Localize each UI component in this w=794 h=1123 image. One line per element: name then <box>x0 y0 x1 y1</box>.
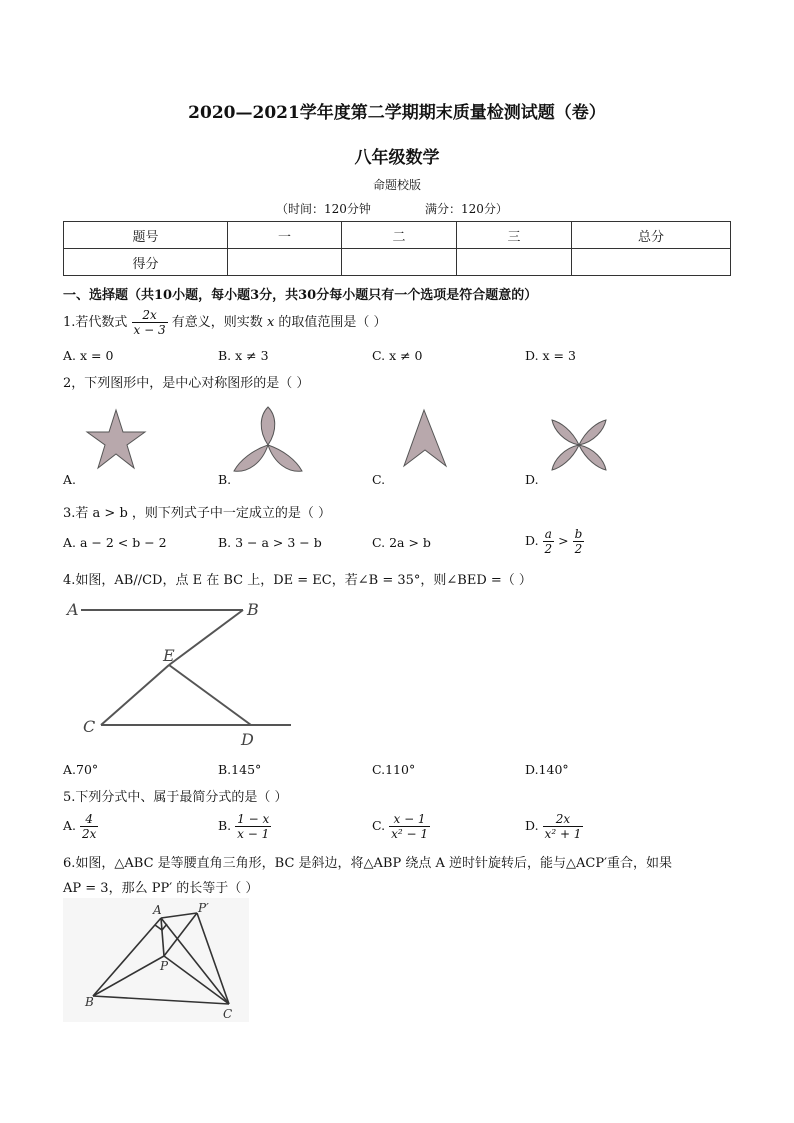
question-6-line-2: AP = 3，那么 PP′ 的长等于（ ） <box>63 881 259 896</box>
score-input-cell[interactable] <box>342 249 457 276</box>
q5-c-denominator: x² − 1 <box>391 827 428 841</box>
edition-note: 命题校版 <box>372 178 421 192</box>
q3-d-fraction-left <box>543 527 555 556</box>
label-a: A <box>67 600 79 619</box>
question-1 <box>63 303 387 343</box>
q3-d-denominator-right: 2 <box>574 542 583 556</box>
label-d: D <box>241 730 254 749</box>
q1-text-post2: 的取值范围是（ ） <box>278 315 387 330</box>
table-cell: 总分 <box>572 222 731 249</box>
q2-option-a[interactable]: A. <box>63 472 77 487</box>
q5-a-denominator: 2x <box>82 827 97 841</box>
star-shape <box>87 410 145 468</box>
line-ed <box>169 665 251 725</box>
line-be <box>169 610 243 665</box>
label-b: B <box>247 600 259 619</box>
q3-d-operator: > <box>558 533 569 548</box>
exam-subject: 八年级数学 <box>354 148 440 168</box>
q5-a-numerator: 4 <box>80 812 98 827</box>
q5-c-fraction <box>389 812 430 841</box>
q1-option-c[interactable]: C. x ≠ 0 <box>372 348 423 363</box>
score-input-cell[interactable] <box>228 249 342 276</box>
label-a: A <box>153 903 162 917</box>
question-5: 5.下列分式中、属于最简分式的是（ ） <box>63 790 288 805</box>
q4-option-a[interactable]: A.70° <box>63 762 99 777</box>
q5-b-denominator: x − 1 <box>237 827 270 841</box>
question-3: 3.若 a > b ，则下列式子中一定成立的是（ ） <box>63 506 332 521</box>
table-cell: 题号 <box>64 222 228 249</box>
q5-option-c[interactable] <box>372 806 430 846</box>
label-e: E <box>163 646 175 665</box>
q5-b-fraction <box>235 812 271 841</box>
score-table-score-row <box>64 249 731 276</box>
q4-option-c[interactable]: C.110° <box>372 762 416 777</box>
arrowhead-figure <box>400 408 450 470</box>
q5-option-a-label: A. <box>63 818 77 833</box>
label-c: C <box>223 1007 233 1021</box>
score-table-header-row <box>64 222 731 249</box>
label-p-prime: P′ <box>198 901 209 915</box>
q5-option-c-label: C. <box>372 818 386 833</box>
question-6-line-1: 6.如图，△ABC 是等腰直角三角形，BC 是斜边，将△ABP 绕点 A 逆时针旋转后，能与△ACP′重合，如果 <box>63 856 673 871</box>
petal-shape <box>234 445 268 471</box>
q1-denominator: x − 3 <box>133 323 166 337</box>
question-2: 2，下列图形中，是中心对称图形的是（ ） <box>63 376 310 391</box>
label-p: P <box>160 959 169 973</box>
petal-shape <box>552 420 579 445</box>
q1-option-a[interactable]: A. x = 0 <box>63 348 114 363</box>
q4-option-b[interactable]: B.145° <box>218 762 262 777</box>
q5-d-numerator: 2x <box>543 812 584 827</box>
score-input-cell[interactable] <box>457 249 572 276</box>
label-b: B <box>85 995 94 1009</box>
table-cell: 三 <box>457 222 572 249</box>
four-petal-figure <box>548 414 610 476</box>
q5-d-fraction <box>543 812 584 841</box>
q3-d-numerator-right: b <box>574 527 583 541</box>
q3-option-d-label: D. <box>525 533 539 548</box>
score-table <box>63 221 731 276</box>
petal-shape <box>268 445 302 471</box>
q3-option-c[interactable]: C. 2a > b <box>372 535 431 550</box>
q1-fraction <box>132 308 168 337</box>
q1-option-d[interactable]: D. x = 3 <box>525 348 576 363</box>
table-cell: 得分 <box>64 249 228 276</box>
q5-option-b-label: B. <box>218 818 232 833</box>
q4-option-d[interactable]: D.140° <box>525 762 569 777</box>
score-input-cell[interactable] <box>572 249 731 276</box>
star-figure <box>85 405 147 475</box>
q1-numerator: 2x <box>132 308 168 323</box>
label-c: C <box>83 717 96 736</box>
q6-geometry-figure <box>63 898 249 1022</box>
table-cell: 一 <box>228 222 342 249</box>
q4-geometry-figure <box>63 595 303 755</box>
line-ec <box>101 665 169 725</box>
petal-shape <box>261 407 275 445</box>
arrowhead-shape <box>404 410 446 466</box>
q5-a-fraction <box>80 812 98 841</box>
petal-shape <box>552 445 579 470</box>
q2-option-b[interactable]: B. <box>218 472 232 487</box>
q5-option-a[interactable] <box>63 806 98 846</box>
table-cell: 二 <box>342 222 457 249</box>
q5-option-d-label: D. <box>525 818 539 833</box>
q2-option-d[interactable]: D. <box>525 472 539 487</box>
q3-option-d[interactable] <box>525 522 584 560</box>
question-4: 4.如图，AB//CD，点 E 在 BC 上，DE = EC，若∠B = 35°，则∠BED =（ ） <box>63 573 532 588</box>
q5-option-b[interactable] <box>218 806 271 846</box>
q3-option-b[interactable]: B. 3 − a > 3 − b <box>218 535 322 550</box>
q1-text-pre: 1.若代数式 <box>63 315 128 330</box>
q5-option-d[interactable] <box>525 806 583 846</box>
petal-shape <box>579 420 606 445</box>
q3-d-denominator-left: 2 <box>544 542 553 556</box>
q3-option-a[interactable]: A. a − 2 < b − 2 <box>63 535 167 550</box>
q3-d-numerator-left: a <box>543 527 555 542</box>
section-heading: 一、选择题（共10小题，每小题3分，共30分每小题只有一个选项是符合题意的） <box>63 288 538 303</box>
q1-text-post: 有意义，则实数 <box>171 315 263 330</box>
q3-d-fraction-right <box>573 527 585 556</box>
q5-d-denominator: x² + 1 <box>544 827 582 841</box>
exam-full-score: 满分：120分） <box>425 202 508 216</box>
q1-variable: x <box>266 315 275 330</box>
three-petal-figure <box>228 405 308 477</box>
petal-shape <box>579 445 606 470</box>
exam-time: （时间：120分钟 <box>276 202 371 216</box>
exam-title: 2020—2021学年度第二学期期末质量检测试题（卷） <box>188 103 606 123</box>
q5-c-numerator: x − 1 <box>389 812 430 827</box>
q1-option-b[interactable]: B. x ≠ 3 <box>218 348 269 363</box>
q2-option-c[interactable]: C. <box>372 472 386 487</box>
q5-b-numerator: 1 − x <box>237 812 270 826</box>
